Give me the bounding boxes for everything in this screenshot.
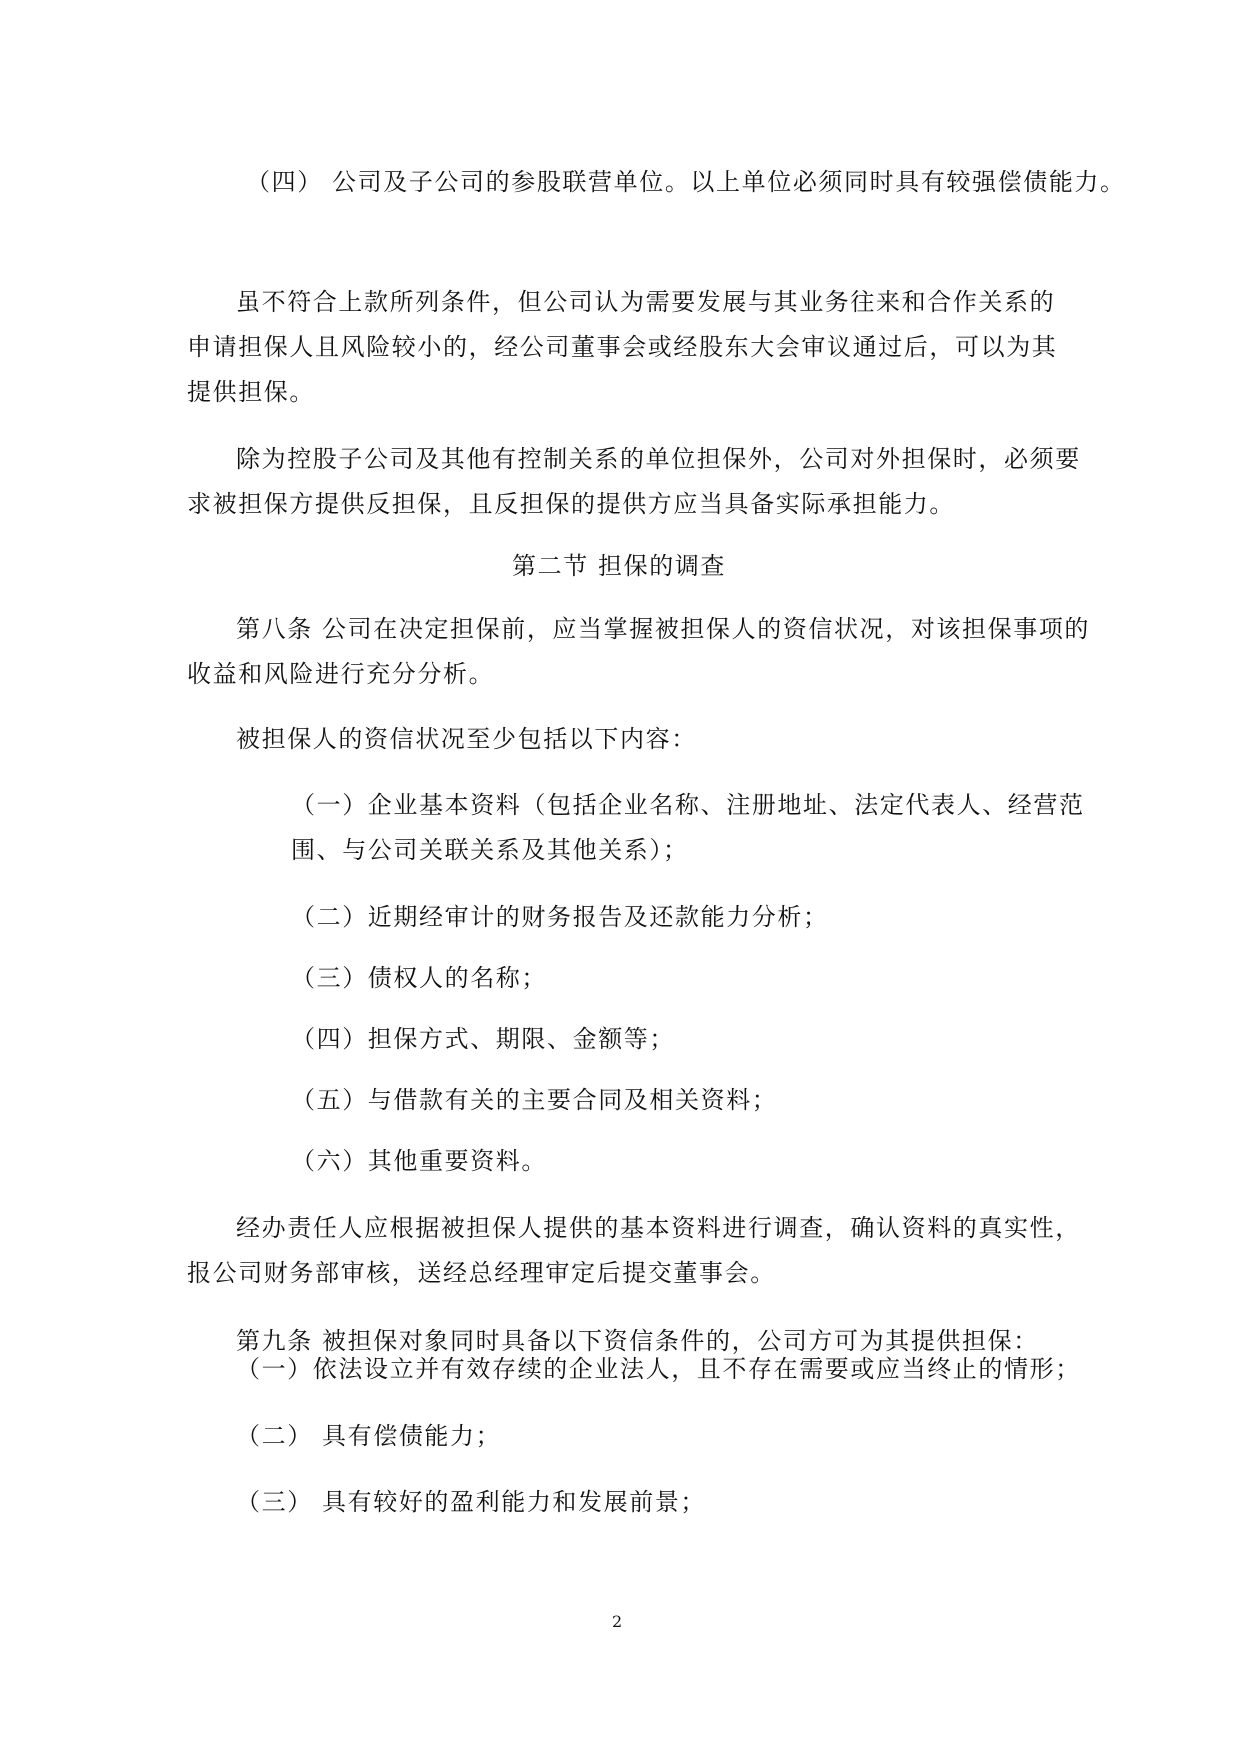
paragraph-exception-line-1: 虽不符合上款所列条件，但公司认为需要发展与其业务往来和合作关系的 (236, 288, 1056, 316)
list-item-2: （二）近期经审计的财务报告及还款能力分析； (291, 903, 829, 931)
paragraph-counter-guarantee-line-1: 除为控股子公司及其他有控制关系的单位担保外，公司对外担保时，必须要 (236, 445, 1081, 473)
article-8-line-1: 第八条 公司在决定担保前，应当掌握被担保人的资信状况，对该担保事项的 (236, 615, 1091, 643)
page-number: 2 (612, 1612, 623, 1631)
investigation-paragraph-line-2: 报公司财务部审核，送经总经理审定后提交董事会。 (187, 1259, 776, 1287)
article-8-line-2: 收益和风险进行充分分析。 (187, 660, 495, 688)
paragraph-counter-guarantee-line-2: 求被担保方提供反担保，且反担保的提供方应当具备实际承担能力。 (187, 490, 955, 518)
list-item-3: （三）债权人的名称； (291, 964, 547, 992)
article-9-item-1: （一）依法设立并有效存续的企业法人，且不存在需要或应当终止的情形； (236, 1355, 1081, 1383)
paragraph-exception-line-2: 申请担保人且风险较小的，经公司董事会或经股东大会审议通过后，可以为其 (187, 333, 1058, 361)
list-item-1-line-2: 围、与公司关联关系及其他关系）； (291, 836, 689, 864)
investigation-paragraph-line-1: 经办责任人应根据被担保人提供的基本资料进行调查，确认资料的真实性， (236, 1214, 1081, 1242)
paragraph-exception-line-3: 提供担保。 (187, 378, 315, 406)
section-heading: 第二节 担保的调查 (512, 552, 727, 580)
item-4-participating-units: （四） 公司及子公司的参股联营单位。以上单位必须同时具有较强偿债能力。 (246, 168, 1126, 196)
article-9-item-2: （二） 具有偿债能力； (236, 1422, 502, 1450)
list-item-5: （五）与借款有关的主要合同及相关资料； (291, 1086, 778, 1114)
list-item-4: （四）担保方式、期限、金额等； (291, 1025, 675, 1053)
list-item-6: （六）其他重要资料。 (291, 1147, 547, 1175)
article-9-heading: 第九条 被担保对象同时具备以下资信条件的，公司方可为其提供担保： (236, 1327, 1039, 1355)
list-item-1-line-1: （一）企业基本资料（包括企业名称、注册地址、法定代表人、经营范 (291, 791, 1085, 819)
article-9-item-3: （三） 具有较好的盈利能力和发展前景； (236, 1488, 707, 1516)
credit-status-intro: 被担保人的资信状况至少包括以下内容： (236, 725, 697, 753)
